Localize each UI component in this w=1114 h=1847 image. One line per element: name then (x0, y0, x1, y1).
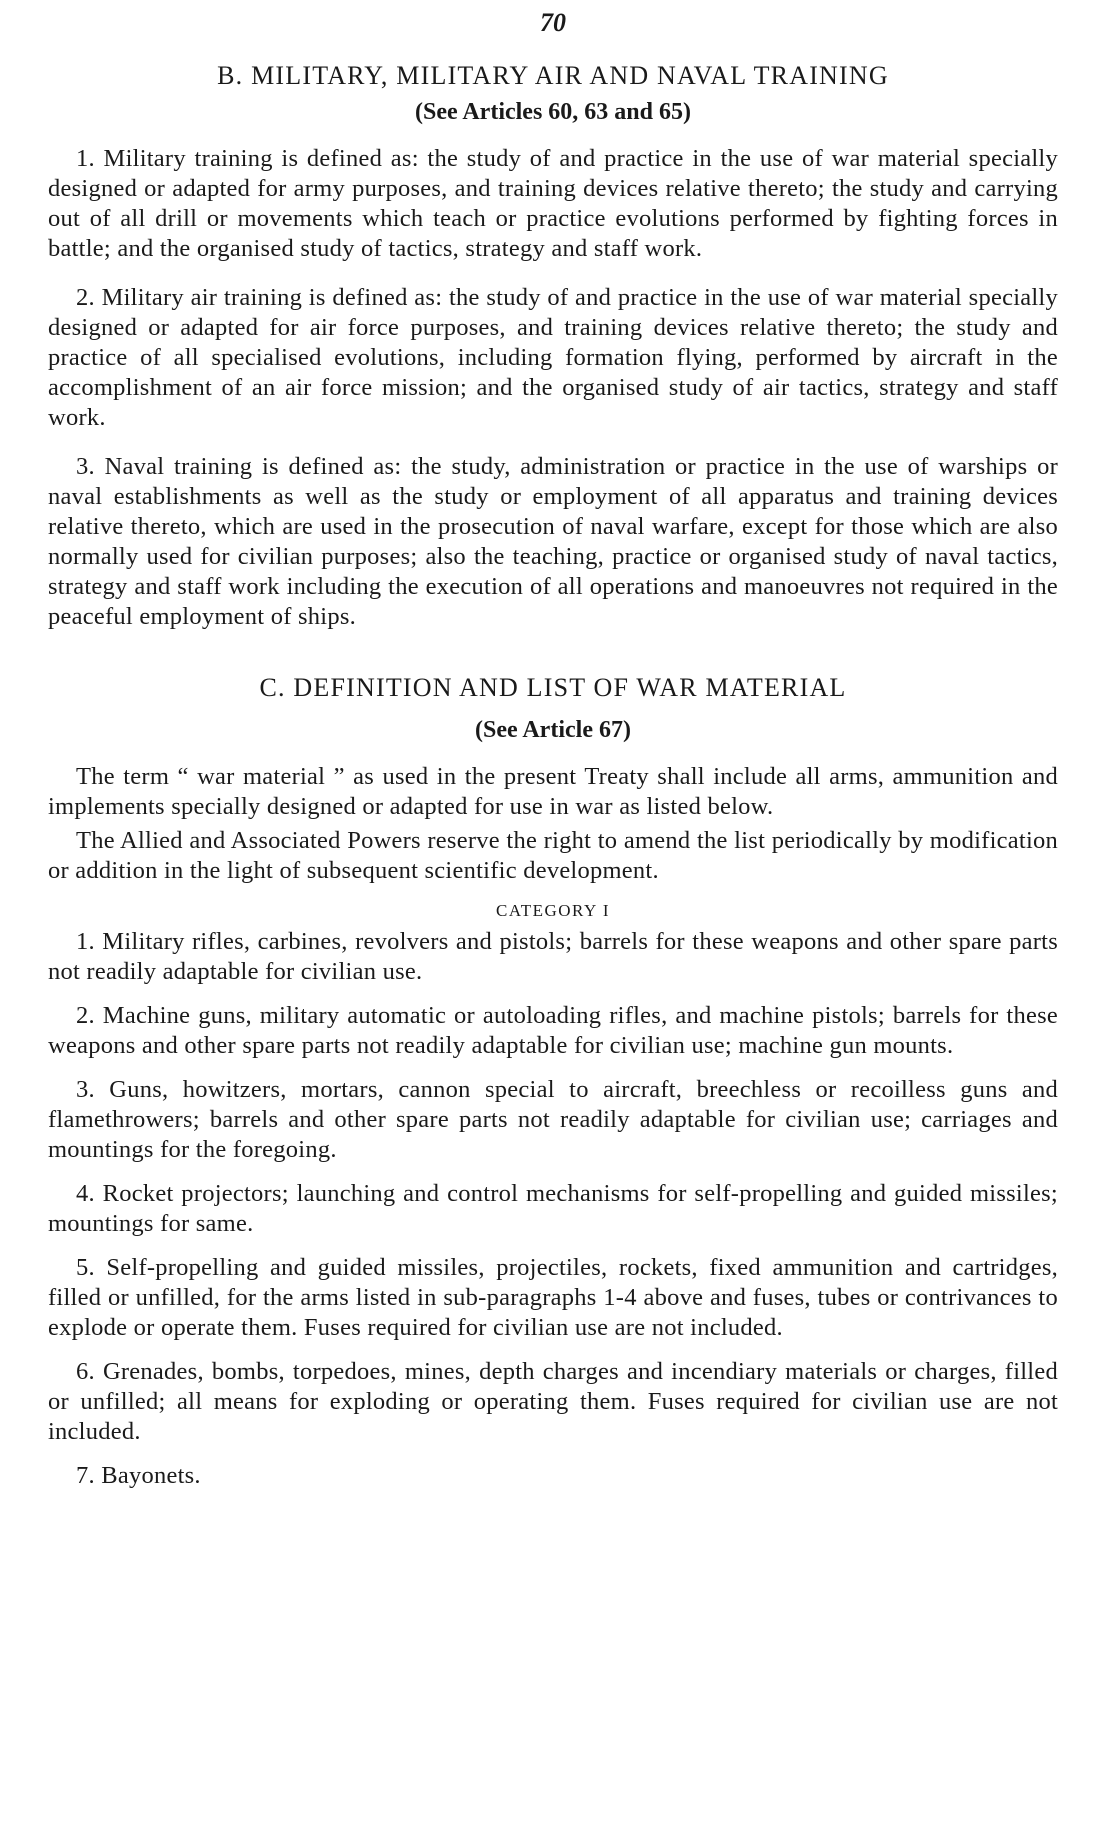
section-b-paragraph-1: 1. Military training is defined as: the study of and practice in the use of war material specially designed or adapted for army purposes, and training devices relative thereto; the study and carrying out of all drill or movements which teach or practice evolutions performed by fighting forces in battle; and the organised study of tactics, strategy and staff work. (48, 145, 1058, 262)
category-item-5: 5. Self-propelling and guided missiles, projectiles, rockets, fixed ammunition and cartridges, filled or unfilled, for the arms listed in sub-paragraphs 1-4 above and fuses, tubes or contrivances to explode or operate them. Fuses required for civilian use are not included. (48, 1254, 1058, 1341)
section-b-heading: B. MILITARY, MILITARY AIR AND NAVAL TRAINING (217, 61, 889, 90)
category-item-3: 3. Guns, howitzers, mortars, cannon special to aircraft, breechless or recoilless guns and flamethrowers; barrels and other spare parts not readily adaptable for civilian use; carriages and mountings for the foregoing. (48, 1076, 1058, 1163)
category-items-list (48, 927, 1058, 1491)
section-c-reference: (See Article 67) (475, 717, 631, 743)
category-item-7: 7. Bayonets. (76, 1462, 201, 1489)
section-b-paragraphs (48, 144, 1058, 632)
section-c-heading: C. DEFINITION AND LIST OF WAR MATERIAL (259, 673, 847, 702)
page-number: 70 (540, 8, 566, 37)
section-b-paragraph-2: 2. Military air training is defined as: the study of and practice in the use of war material specially designed or adapted for air force purposes, and training devices relative thereto; the study and practice of all specialised evolutions, including formation flying, performed by aircraft in the accomplishment of an air force mission; and the organised study of air tactics, strategy and staff work. (48, 284, 1058, 431)
section-b-paragraph-3: 3. Naval training is defined as: the study, administration or practice in the use of warships or naval establishments as well as the study or employment of all apparatus and training devices relative thereto, which are used in the prosecution of naval warfare, except for those which are also normally used for civilian purposes; also the teaching, practice or organised study of naval tactics, strategy and staff work including the execution of all operations and manoeuvres not required in the peaceful employment of ships. (48, 453, 1058, 630)
category-item-1: 1. Military rifles, carbines, revolvers and pistols; barrels for these weapons and other spare parts not readily adaptable for civilian use. (48, 928, 1058, 985)
category-item-4: 4. Rocket projectors; launching and control mechanisms for self-propelling and guided missiles; mountings for same. (48, 1180, 1058, 1237)
category-heading: CATEGORY I (495, 901, 610, 920)
category-item-2: 2. Machine guns, military automatic or autoloading rifles, and machine pistols; barrels for these weapons and other spare parts not readily adaptable for civilian use; machine gun mounts. (48, 1002, 1058, 1059)
category-item-6: 6. Grenades, bombs, torpedoes, mines, depth charges and incendiary materials or charges, filled or unfilled; all means for exploding or operating them. Fuses required for civilian use are not included. (48, 1358, 1058, 1445)
section-c-intro-paragraph-1: The term “ war material ” as used in the present Treaty shall include all arms, ammunition and implements specially designed or adapted for use in war as listed below. (48, 763, 1058, 820)
section-c-intro (48, 762, 1058, 886)
document-page (48, 0, 1058, 1491)
section-c-intro-paragraph-2: The Allied and Associated Powers reserve the right to amend the list periodically by modification or addition in the light of subsequent scientific development. (48, 827, 1058, 884)
section-b-reference: (See Articles 60, 63 and 65) (415, 99, 691, 125)
